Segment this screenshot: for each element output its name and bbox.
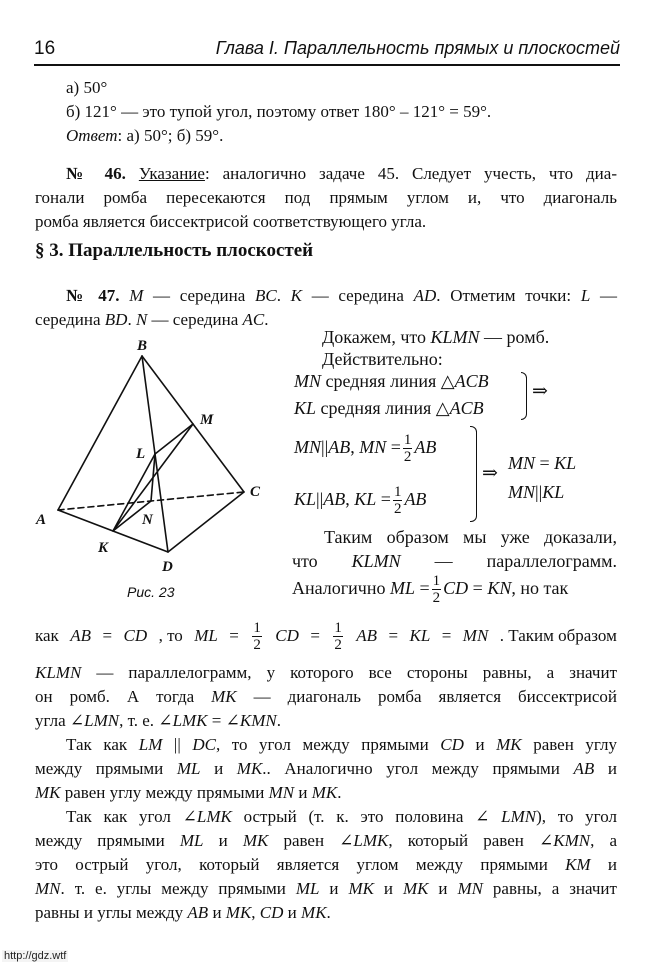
problem-47-line-2: середина BD. N — середина AC. — [35, 310, 269, 329]
problem-46-line-2: гонали ромба пересекаются под прямым углом и, что диагональ — [35, 188, 617, 207]
fraction-half: $\frac{1}{2}$ — [393, 484, 402, 518]
implies-arrow-1: ⇒ — [532, 381, 548, 402]
line-ab-equals: как AB = CD , то ML = $\frac{1}{2}$ CD = $\frac{1}{2}$ AB = KL = MN . Таким образом — [35, 619, 617, 653]
rc-parallelogram-line: что KLMN — параллелограмм. — [292, 551, 617, 571]
page-number: 16 — [34, 38, 56, 59]
rc-result-equal: MN = KL — [508, 453, 577, 473]
line-r4: MN. т. е. углы между прямыми ML и MK и MK и MN равны, а значит — [35, 879, 617, 898]
rc-thus-line: Таким образом мы уже доказали, — [324, 527, 617, 547]
line-r3: это острый угол, который является углом между прямыми KM и — [35, 855, 617, 874]
fraction-half: $\frac{1}{2}$ — [253, 619, 261, 653]
brace-midlines — [521, 372, 527, 420]
label-c: C — [250, 484, 261, 500]
rc-prove-line: Докажем, что KLMN — ромб. — [322, 327, 550, 347]
line-p3: угла ∠LMN, т. е. ∠LMK = ∠KMN. — [35, 711, 281, 730]
rc-mn-midline: MN средняя линия △ACB — [294, 371, 489, 391]
brace-parallels — [470, 426, 477, 522]
label-k: K — [98, 540, 109, 556]
edge-ba — [58, 356, 142, 510]
problem-46-line-3: ромба является биссектрисой соответствующего угла. — [35, 212, 427, 231]
label-b: B — [137, 338, 148, 354]
label-l: L — [136, 446, 146, 462]
rc-mn-parallel: MN||AB, MN = $\frac{1}{2}$ AB — [294, 432, 437, 466]
rc-indeed-line: Действительно: — [322, 349, 443, 369]
rc-result-parallel: MN||KL — [508, 482, 565, 502]
figure-caption: Рис. 23 — [127, 584, 175, 600]
page-header — [34, 36, 620, 62]
label-d: D — [162, 559, 173, 575]
rc-kl-midline: KL средняя линия △ACB — [294, 398, 484, 418]
label-m: M — [200, 412, 214, 428]
label-a: A — [36, 512, 47, 528]
line-q3: MK равен углу между прямыми MN и MK. — [35, 783, 342, 802]
line-r1: Так как угол ∠LMK острый (т. к. это половина ∠ LMN), то угол — [66, 807, 617, 826]
line-p2: он ромб. А тогда MK — диагональ ромба является биссектрисой — [35, 687, 617, 706]
answer-b: б) 121° — это тупой угол, поэтому ответ 180° – 121° = 59°. — [66, 102, 492, 121]
fraction-half: $\frac{1}{2}$ — [403, 432, 412, 466]
line-p1: KLMN — параллелограмм, у которого все стороны равны, а значит — [35, 663, 617, 682]
tetrahedron-figure — [28, 330, 290, 620]
implies-arrow-2: ⇒ — [482, 463, 498, 484]
line-r2: между прямыми ML и MK равен ∠LMK, который равен ∠KMN, а — [35, 831, 617, 850]
header-rule — [34, 64, 620, 66]
rc-similarly-line: Аналогично ML = $\frac{1}{2}$ CD = KN, но так — [292, 573, 569, 607]
edge-dc — [168, 492, 244, 552]
problem-47-line-1: № 47. M — середина BC. K — середина AD. Отметим точки: L — — [66, 286, 617, 305]
section-title: § 3. Параллельность плоскостей — [35, 240, 314, 261]
source-watermark-link[interactable]: http://gdz.wtf — [4, 950, 67, 962]
problem-46-line-1: № 46. Указание: аналогично задаче 45. Следует учесть, что диа- — [66, 164, 617, 183]
rc-kl-parallel: KL||AB, KL = $\frac{1}{2}$ AB — [294, 484, 427, 518]
answer-a: а) 50° — [66, 78, 108, 97]
fraction-half: $\frac{1}{2}$ — [432, 573, 441, 607]
line-r5: равны и углы между AB и MK, CD и MK. — [35, 903, 331, 922]
line-q1: Так как LM || DC, то угол между прямыми CD и MK равен углу — [66, 735, 617, 754]
chapter-title: Глава I. Параллельность прямых и плоскостей — [215, 38, 620, 58]
label-n: N — [142, 512, 153, 528]
final-answer: Ответ: а) 50°; б) 59°. — [66, 126, 224, 145]
line-q2: между прямыми ML и MK.. Аналогично угол между прямыми AB и — [35, 759, 617, 778]
fraction-half: $\frac{1}{2}$ — [334, 619, 342, 653]
